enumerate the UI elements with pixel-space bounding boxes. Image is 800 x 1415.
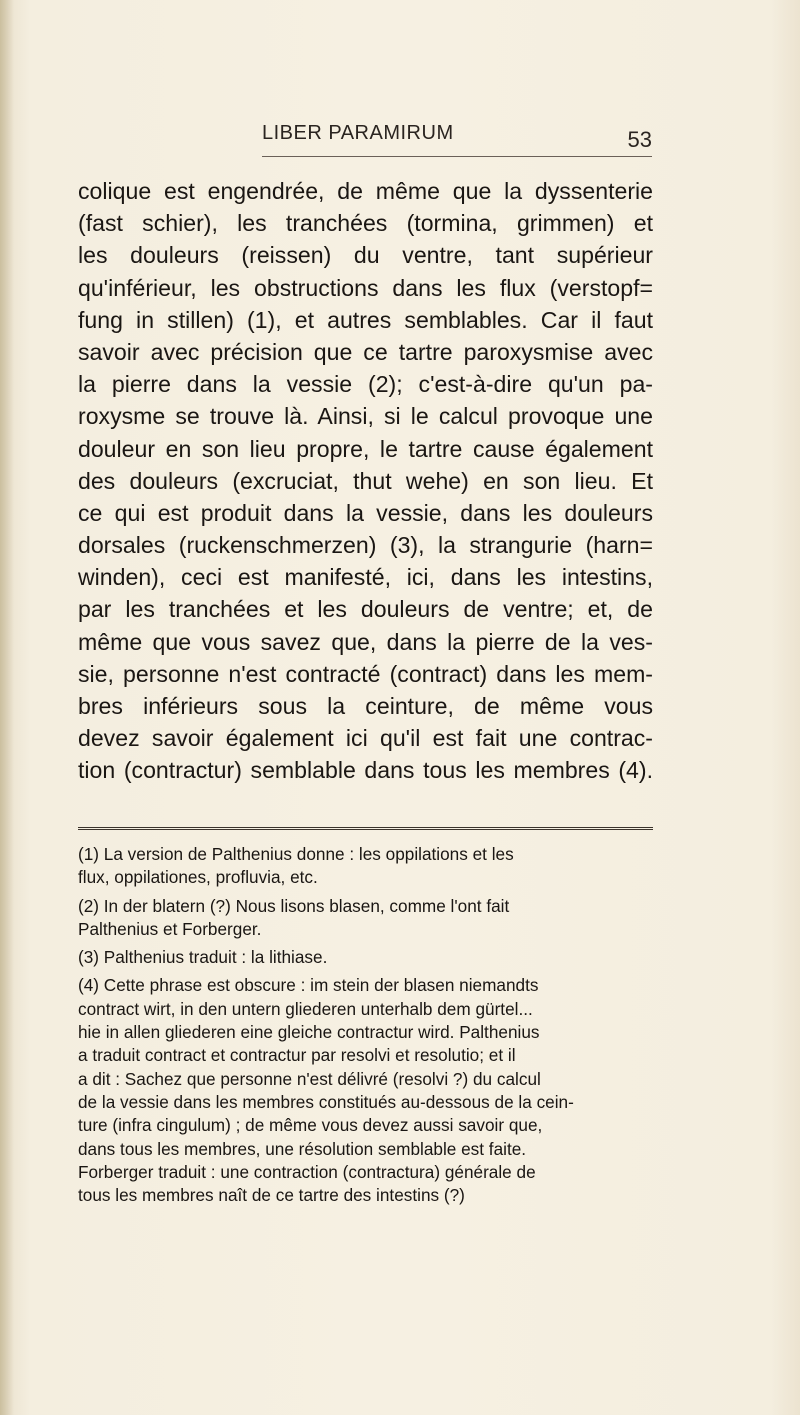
- body-line: qu'inférieur, les obstructions dans les flux (verstopf=: [78, 274, 653, 301]
- footnote-line: (4) Cette phrase est obscure : im stein der blasen niemandts: [78, 975, 539, 996]
- footnote-line: a traduit contract et contractur par resolvi et resolutio; et il: [78, 1045, 516, 1066]
- footnote-line: dans tous les membres, une résolution semblable est faite.: [78, 1138, 527, 1159]
- body-line: bres inférieurs sous la ceinture, de même vous: [78, 693, 653, 719]
- footnote-line: tous les membres naît de ce tartre des intestins (?): [78, 1185, 465, 1206]
- running-title: LIBER PARAMIRUM: [262, 122, 454, 144]
- footnote-line: contract wirt, in den untern gliederen unterhalb dem gürtel...: [78, 998, 533, 1019]
- body-line: par les tranchées et les douleurs de ventre; et, de: [78, 596, 653, 623]
- page-number: 53: [627, 127, 652, 152]
- footnote-line: Palthenius et Forberger.: [78, 918, 262, 939]
- footnote-line: flux, oppilationes, profluvia, etc.: [78, 867, 318, 888]
- footnote-line: (2) In der blatern (?) Nous lisons blasen, comme l'ont fait: [78, 895, 510, 916]
- page-binding-edge: [0, 0, 14, 1415]
- page-header: [78, 118, 652, 158]
- body-line: la pierre dans la vessie (2); c'est-à-dire qu'un pa-: [78, 371, 653, 398]
- body-line: winden), ceci est manifesté, ici, dans les intestins,: [78, 564, 653, 591]
- header-rule: [262, 156, 652, 157]
- footnote-line: ture (infra cingulum) ; de même vous devez aussi savoir que,: [78, 1115, 543, 1136]
- body-line: colique est engendrée, de même que la dyssenterie: [78, 178, 653, 204]
- footnotes: [78, 843, 653, 1212]
- body-line: tion (contractur) semblable dans tous les membres (4).: [78, 757, 653, 784]
- body-line: les douleurs (reissen) du ventre, tant supérieur: [78, 242, 653, 269]
- footnote-line: (3) Palthenius traduit : la lithiase.: [78, 947, 328, 968]
- body-line: ce qui est produit dans la vessie, dans les douleurs: [78, 499, 653, 526]
- body-text: [78, 175, 653, 787]
- footnote-2: [78, 895, 653, 942]
- body-line: devez savoir également ici qu'il est fait une contrac-: [78, 725, 653, 752]
- body-line: des douleurs (excruciat, thut wehe) en son lieu. Et: [78, 467, 653, 494]
- body-line: sie, personne n'est contracté (contract) dans les mem-: [78, 660, 653, 687]
- body-line: dorsales (ruckenschmerzen) (3), la strangurie (harn=: [78, 532, 653, 559]
- footnote-line: Forberger traduit : une contraction (contractura) générale de: [78, 1161, 536, 1182]
- footnote-3: [78, 946, 653, 969]
- footnote-line: (1) La version de Palthenius donne : les oppilations et les: [78, 844, 514, 864]
- body-line: roxysme se trouve là. Ainsi, si le calcul provoque une: [78, 403, 653, 430]
- body-line: fung in stillen) (1), et autres semblables. Car il faut: [78, 306, 653, 333]
- footnote-line: a dit : Sachez que personne n'est délivré (resolvi ?) du calcul: [78, 1068, 541, 1089]
- footnote-line: de la vessie dans les membres constitués au-dessous de la cein-: [78, 1091, 574, 1112]
- body-line: douleur en son lieu propre, le tartre cause également: [78, 435, 653, 462]
- body-line: savoir avec précision que ce tartre paroxysmise avec: [78, 338, 653, 365]
- body-line: (fast schier), les tranchées (tormina, grimmen) et: [78, 210, 653, 237]
- footnote-line: hie in allen gliederen eine gleiche contractur wird. Palthenius: [78, 1022, 540, 1043]
- footnote-4: [78, 974, 653, 1207]
- footnote-1: [78, 843, 653, 890]
- footnote-divider: [78, 827, 653, 830]
- body-line: même que vous savez que, dans la pierre de la ves-: [78, 628, 653, 655]
